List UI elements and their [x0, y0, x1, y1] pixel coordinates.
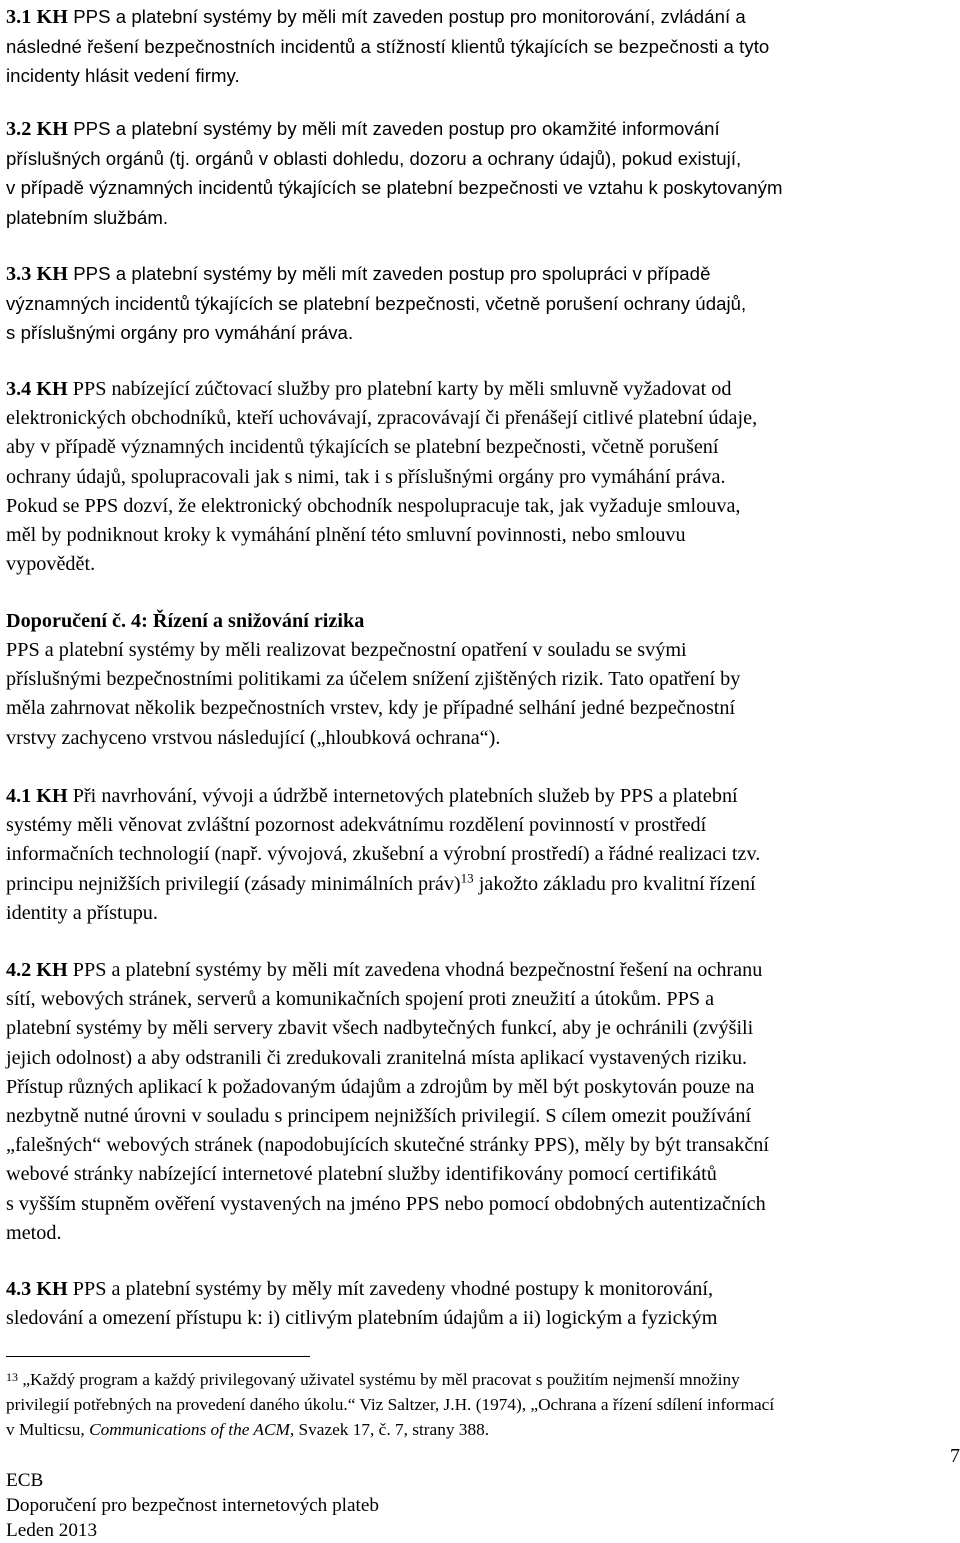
section-4-1-number: 4.1 KH [6, 785, 68, 807]
section-4-1-text-b: jakožto základu pro kvalitní řízení identity a přístupu. [6, 872, 756, 924]
footnote-journal: Communications of the ACM [89, 1420, 290, 1440]
section-3-1-number: 3.1 KH [6, 6, 68, 28]
section-4-2-text: PPS a platební systémy by měli mít zavedena vhodná bezpečnostní řešení na ochranu sítí, webových stránek, serverů a komunikačních spojení proti zneužití a útokům. PPS a platební systémy by měli servery zbavit všech nadbytečných funkcí, aby je ochránili (zvýšili jejich odolnost) a aby odstranili či zredukovali zranitelná místa aplikací vystavených riziku. Přístup různých aplikací k požadovaným údajům a zdrojům by měl být poskytován pouze na nezbytně nutné úrovni v souladu s principem nejnižších privilegií. S cílem omezit používání „falešných“ webových stránek (napodobujících skutečné stránky PPS), měly by být transakční webové stránky nabízející internetové platební služby identifikovány pomocí certifikátů s vyšším stupněm ověření vystavených na jméno PPS nebo pomocí obdobných autentizačních metod. [6, 959, 769, 1244]
footnote-text-a: „Každý program a každý privilegovaný uživatel systému by měl pracovat s použitím nejmenší množiny privilegií potřebných na provedení daného úkolu.“ Viz Saltzer, J.H. (1974), „Ochrana a řízení sdílení informací v Multicsu, [6, 1370, 775, 1440]
footer-org: ECB [6, 1470, 44, 1491]
page-number: 7 [950, 1445, 960, 1467]
footnote-ref-13: 13 [460, 869, 474, 885]
page-footer [6, 1469, 379, 1543]
footnote-divider [6, 1356, 310, 1357]
section-3-2-text: PPS a platební systémy by měli mít zaveden postup pro okamžité informování příslušných orgánů (tj. orgánů v oblasti dohledu, dozoru a ochrany údajů), pokud existují, v případě významných incidentů týkajících se platební bezpečnosti ve vztahu k poskytovaným platebním službám. [6, 118, 783, 228]
section-3-4-text: PPS nabízející zúčtovací služby pro platební karty by měli smluvně vyžadovat od elektronických obchodníků, kteří uchovávají, zpracovávají či přenášejí citlivé platební údaje, aby v případě významných incidentů týkajících se platební bezpečnosti, včetně porušení ochrany údajů, spolupracovali jak s nimi, tak i s příslušnými orgány pro vymáhání práva. Pokud se PPS dozví, že elektronický obchodník nespolupracuje tak, jak vyžaduje smlouva, měl by podniknout kroky k vymáhání plnění této smluvní povinnosti, nebo smlouvu vypovědět. [6, 378, 758, 576]
section-4-2-number: 4.2 KH [6, 959, 68, 981]
section-4-2 [6, 956, 956, 1248]
section-3-4-number: 3.4 KH [6, 378, 68, 400]
section-3-1-text: PPS a platební systémy by měli mít zaveden postup pro monitorování, zvládání a následné řešení bezpečnostních incidentů a stížností klientů týkajících se bezpečnosti a tyto incidenty hlásit vedení firmy. [6, 6, 770, 87]
section-4-3-number: 4.3 KH [6, 1278, 68, 1300]
section-4-3 [6, 1275, 956, 1333]
footnote [6, 1367, 956, 1443]
section-4-1 [6, 782, 956, 928]
footnote-text-b: , Svazek 17, č. 7, strany 388. [289, 1420, 490, 1440]
section-3-3-number: 3.3 KH [6, 263, 68, 285]
recommendation-4-heading: Doporučení č. 4: Řízení a snižování rizika [6, 610, 365, 632]
footer-title: Doporučení pro bezpečnost internetových plateb [6, 1494, 379, 1516]
section-4-3-text: PPS a platební systémy by měly mít zavedeny vhodné postupy k monitorování, sledování a omezení přístupu k: i) citlivým platebním údajům a ii) logickým a fyzickým [6, 1278, 718, 1330]
section-3-4 [6, 375, 956, 579]
section-3-3 [6, 259, 956, 348]
footnote-number: 13 [6, 1370, 18, 1384]
section-3-2 [6, 114, 956, 232]
section-3-2-number: 3.2 KH [6, 118, 68, 140]
recommendation-4-text: PPS a platební systémy by měli realizovat bezpečnostní opatření v souladu se svými příslušnými bezpečnostními politikami za účelem snížení zjištěných rizik. Tato opatření by měla zahrnovat několik bezpečnostních vrstev, kdy je případné selhání jedné bezpečnostní vrstvy zachyceno vrstvou následující („hloubková ochrana“). [6, 639, 741, 749]
section-4-1-text-a: Při navrhování, vývoji a údržbě internetových platebních služeb by PPS a platební systémy měli věnovat zvláštní pozornost adekvátnímu rozdělení povinností v prostředí informačních technologií (např. vývojová, zkušební a výrobní prostředí) a řádné realizaci tzv. principu nejnižších privilegií (zásady minimálních práv) [6, 785, 761, 895]
section-3-1 [6, 2, 956, 91]
footer-date: Leden 2013 [6, 1519, 98, 1541]
section-3-3-text: PPS a platební systémy by měli mít zaveden postup pro spolupráci v případě významných incidentů týkajících se platební bezpečnosti, včetně porušení ochrany údajů, s příslušnými orgány pro vymáhání práva. [6, 263, 747, 344]
